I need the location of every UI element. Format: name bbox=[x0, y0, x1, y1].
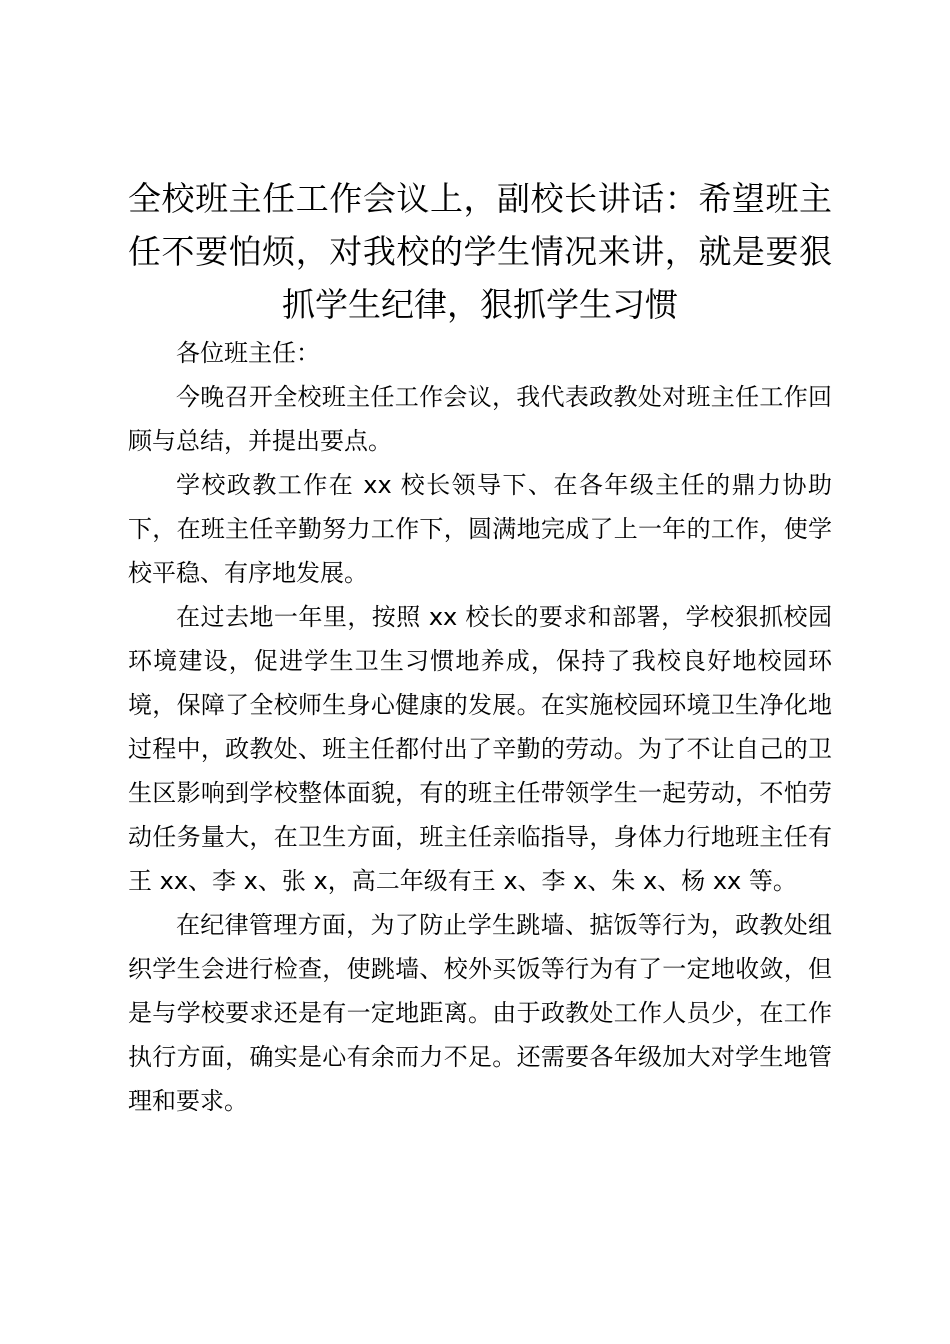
paragraph-1: 今晚召开全校班主任工作会议，我代表政教处对班主任工作回顾与总结，并提出要点。 bbox=[128, 383, 832, 455]
document-body bbox=[128, 172, 832, 1123]
paragraph-2: 学校政教工作在 xx 校长领导下、在各年级主任的鼎力协助下，在班主任辛勤努力工作下，圆满地完成了上一年的工作，使学校平稳、有序地发展。 bbox=[128, 471, 832, 587]
document-title: 全校班主任工作会议上，副校长讲话：希望班主任不要怕烦，对我校的学生情况来讲，就是要狠抓学生纪律，狠抓学生习惯 bbox=[128, 179, 832, 324]
paragraph-4: 在纪律管理方面，为了防止学生跳墙、掂饭等行为，政教处组织学生会进行检查，使跳墙、校外买饭等行为有了一定地收敛，但是与学校要求还是有一定地距离。由于政教处工作人员少，在工作执行方面，确实是心有余而力不足。还需要各年级加大对学生地管理和要求。 bbox=[128, 911, 832, 1115]
salutation: 各位班主任： bbox=[176, 339, 320, 367]
paragraph-3: 在过去地一年里，按照 xx 校长的要求和部署，学校狠抓校园环境建设，促进学生卫生习惯地养成，保持了我校良好地校园环境，保障了全校师生身心健康的发展。在实施校园环境卫生净化地过程中，政教处、班主任都付出了辛勤的劳动。为了不让自己的卫生区影响到学校整体面貌，有的班主任带领学生一起劳动，不怕劳动任务量大，在卫生方面，班主任亲临指导，身体力行地班主任有王 xx、李 x、张 x，高二年级有王 x、李 x、朱 x、杨 xx 等。 bbox=[128, 603, 832, 895]
